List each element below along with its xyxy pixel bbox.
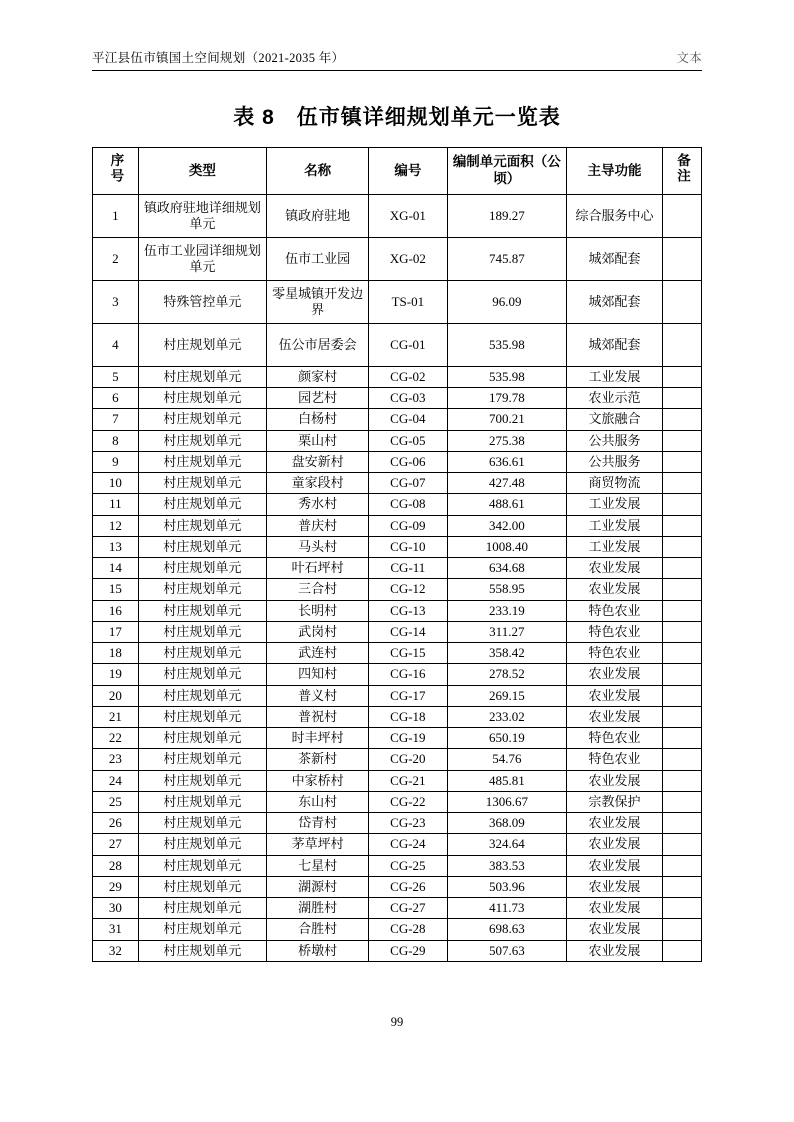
cell-area: 485.81	[447, 770, 567, 791]
cell-function: 城郊配套	[567, 280, 663, 323]
table-row	[93, 536, 702, 557]
cell-function: 农业发展	[567, 813, 663, 834]
table-row	[93, 451, 702, 472]
cell-type: 村庄规划单元	[138, 430, 266, 451]
table-row	[93, 834, 702, 855]
cell-type: 特殊管控单元	[138, 280, 266, 323]
cell-function: 宗教保护	[567, 791, 663, 812]
cell-function: 农业发展	[567, 685, 663, 706]
cell-name: 中家桥村	[266, 770, 368, 791]
cell-note	[662, 706, 701, 727]
cell-code: CG-07	[369, 473, 447, 494]
cell-function: 工业发展	[567, 536, 663, 557]
cell-code: CG-23	[369, 813, 447, 834]
page-title: 表 8 伍市镇详细规划单元一览表	[233, 106, 561, 129]
cell-type: 村庄规划单元	[138, 919, 266, 940]
cell-seq: 12	[93, 515, 139, 536]
cell-area: 233.19	[447, 600, 567, 621]
column-header-function: 主导功能	[567, 148, 663, 195]
cell-note	[662, 621, 701, 642]
cell-code: CG-21	[369, 770, 447, 791]
page-header	[92, 48, 702, 71]
cell-note	[662, 366, 701, 387]
cell-function: 公共服务	[567, 451, 663, 472]
cell-seq: 20	[93, 685, 139, 706]
table-row	[93, 473, 702, 494]
cell-function: 商贸物流	[567, 473, 663, 494]
cell-seq: 14	[93, 558, 139, 579]
table-row	[93, 579, 702, 600]
cell-note	[662, 876, 701, 897]
cell-seq: 31	[93, 919, 139, 940]
cell-note	[662, 430, 701, 451]
cell-note	[662, 473, 701, 494]
cell-area: 700.21	[447, 409, 567, 430]
cell-area: 427.48	[447, 473, 567, 494]
cell-code: CG-15	[369, 643, 447, 664]
column-header-seq-label: 序号	[108, 153, 124, 184]
column-header-note	[662, 148, 701, 195]
cell-area: 275.38	[447, 430, 567, 451]
cell-function: 特色农业	[567, 600, 663, 621]
cell-area: 503.96	[447, 876, 567, 897]
cell-type: 村庄规划单元	[138, 366, 266, 387]
cell-seq: 6	[93, 388, 139, 409]
cell-type: 村庄规划单元	[138, 536, 266, 557]
cell-seq: 3	[93, 280, 139, 323]
table-row	[93, 664, 702, 685]
cell-area: 269.15	[447, 685, 567, 706]
cell-code: CG-28	[369, 919, 447, 940]
cell-seq: 18	[93, 643, 139, 664]
cell-name: 秀水村	[266, 494, 368, 515]
cell-type: 村庄规划单元	[138, 579, 266, 600]
cell-note	[662, 451, 701, 472]
cell-seq: 25	[93, 791, 139, 812]
cell-code: CG-26	[369, 876, 447, 897]
cell-function: 城郊配套	[567, 323, 663, 366]
table-header-row	[93, 148, 702, 195]
cell-code: CG-24	[369, 834, 447, 855]
cell-seq: 16	[93, 600, 139, 621]
column-header-note-label: 备注	[674, 153, 690, 184]
cell-function: 农业发展	[567, 579, 663, 600]
column-header-name: 名称	[266, 148, 368, 195]
table-row	[93, 813, 702, 834]
table-row	[93, 728, 702, 749]
cell-name: 湖源村	[266, 876, 368, 897]
cell-seq: 23	[93, 749, 139, 770]
cell-name: 湖胜村	[266, 898, 368, 919]
cell-type: 村庄规划单元	[138, 706, 266, 727]
table-row	[93, 237, 702, 280]
cell-name: 茶新村	[266, 749, 368, 770]
cell-code: CG-13	[369, 600, 447, 621]
cell-code: CG-09	[369, 515, 447, 536]
cell-code: CG-27	[369, 898, 447, 919]
cell-seq: 7	[93, 409, 139, 430]
cell-name: 零星城镇开发边界	[266, 280, 368, 323]
cell-type: 村庄规划单元	[138, 791, 266, 812]
cell-function: 农业发展	[567, 855, 663, 876]
cell-type: 村庄规划单元	[138, 473, 266, 494]
cell-code: CG-20	[369, 749, 447, 770]
cell-code: CG-02	[369, 366, 447, 387]
cell-type: 村庄规划单元	[138, 515, 266, 536]
table-row	[93, 855, 702, 876]
cell-type: 村庄规划单元	[138, 834, 266, 855]
cell-function: 特色农业	[567, 749, 663, 770]
table-row	[93, 409, 702, 430]
cell-code: CG-14	[369, 621, 447, 642]
cell-note	[662, 813, 701, 834]
cell-note	[662, 834, 701, 855]
cell-area: 342.00	[447, 515, 567, 536]
table-row	[93, 643, 702, 664]
table-row	[93, 685, 702, 706]
cell-area: 358.42	[447, 643, 567, 664]
cell-type: 村庄规划单元	[138, 643, 266, 664]
table-row	[93, 388, 702, 409]
cell-name: 武连村	[266, 643, 368, 664]
cell-seq: 32	[93, 940, 139, 961]
table-body	[93, 194, 702, 961]
cell-note	[662, 515, 701, 536]
cell-function: 工业发展	[567, 515, 663, 536]
planning-unit-table	[92, 147, 702, 962]
cell-note	[662, 536, 701, 557]
table-row	[93, 898, 702, 919]
cell-note	[662, 388, 701, 409]
table-row	[93, 323, 702, 366]
cell-seq: 5	[93, 366, 139, 387]
cell-function: 农业发展	[567, 876, 663, 897]
cell-seq: 22	[93, 728, 139, 749]
cell-area: 278.52	[447, 664, 567, 685]
cell-area: 324.64	[447, 834, 567, 855]
cell-seq: 10	[93, 473, 139, 494]
cell-seq: 15	[93, 579, 139, 600]
cell-code: CG-10	[369, 536, 447, 557]
cell-note	[662, 409, 701, 430]
cell-note	[662, 194, 701, 237]
cell-name: 园艺村	[266, 388, 368, 409]
table-row	[93, 494, 702, 515]
cell-code: CG-22	[369, 791, 447, 812]
cell-name: 时丰坪村	[266, 728, 368, 749]
cell-type: 村庄规划单元	[138, 749, 266, 770]
cell-function: 农业发展	[567, 664, 663, 685]
cell-type: 村庄规划单元	[138, 855, 266, 876]
cell-function: 农业发展	[567, 558, 663, 579]
cell-code: CG-16	[369, 664, 447, 685]
table-row	[93, 770, 702, 791]
cell-code: XG-02	[369, 237, 447, 280]
cell-name: 伍市工业园	[266, 237, 368, 280]
cell-function: 文旅融合	[567, 409, 663, 430]
cell-type: 村庄规划单元	[138, 664, 266, 685]
cell-name: 叶石坪村	[266, 558, 368, 579]
cell-seq: 21	[93, 706, 139, 727]
cell-code: CG-19	[369, 728, 447, 749]
cell-area: 488.61	[447, 494, 567, 515]
cell-type: 镇政府驻地详细规划单元	[138, 194, 266, 237]
cell-seq: 9	[93, 451, 139, 472]
cell-code: CG-06	[369, 451, 447, 472]
table-row	[93, 876, 702, 897]
cell-function: 农业发展	[567, 919, 663, 940]
cell-note	[662, 749, 701, 770]
cell-name: 普义村	[266, 685, 368, 706]
cell-note	[662, 494, 701, 515]
cell-function: 农业示范	[567, 388, 663, 409]
cell-note	[662, 323, 701, 366]
cell-note	[662, 579, 701, 600]
cell-note	[662, 664, 701, 685]
cell-function: 特色农业	[567, 621, 663, 642]
table-row	[93, 791, 702, 812]
cell-code: CG-05	[369, 430, 447, 451]
cell-type: 村庄规划单元	[138, 728, 266, 749]
cell-seq: 24	[93, 770, 139, 791]
cell-area: 535.98	[447, 366, 567, 387]
cell-name: 童家段村	[266, 473, 368, 494]
cell-code: CG-04	[369, 409, 447, 430]
cell-seq: 29	[93, 876, 139, 897]
cell-note	[662, 558, 701, 579]
cell-name: 普祝村	[266, 706, 368, 727]
cell-name: 伍公市居委会	[266, 323, 368, 366]
cell-function: 农业发展	[567, 834, 663, 855]
cell-seq: 4	[93, 323, 139, 366]
column-header-code: 编号	[369, 148, 447, 195]
cell-name: 七星村	[266, 855, 368, 876]
cell-name: 武岗村	[266, 621, 368, 642]
table-row	[93, 919, 702, 940]
header-document-title: 平江县伍市镇国土空间规划（2021-2035 年）	[92, 51, 345, 65]
cell-function: 农业发展	[567, 940, 663, 961]
cell-note	[662, 237, 701, 280]
table-row	[93, 558, 702, 579]
cell-area: 650.19	[447, 728, 567, 749]
cell-name: 白杨村	[266, 409, 368, 430]
cell-type: 村庄规划单元	[138, 558, 266, 579]
cell-code: XG-01	[369, 194, 447, 237]
cell-name: 马头村	[266, 536, 368, 557]
cell-note	[662, 770, 701, 791]
cell-function: 城郊配套	[567, 237, 663, 280]
cell-area: 636.61	[447, 451, 567, 472]
cell-code: CG-18	[369, 706, 447, 727]
cell-note	[662, 940, 701, 961]
cell-code: CG-08	[369, 494, 447, 515]
cell-area: 634.68	[447, 558, 567, 579]
cell-type: 村庄规划单元	[138, 876, 266, 897]
cell-code: CG-25	[369, 855, 447, 876]
cell-area: 383.53	[447, 855, 567, 876]
cell-area: 54.76	[447, 749, 567, 770]
cell-area: 96.09	[447, 280, 567, 323]
cell-name: 长明村	[266, 600, 368, 621]
cell-area: 745.87	[447, 237, 567, 280]
cell-function: 综合服务中心	[567, 194, 663, 237]
cell-type: 村庄规划单元	[138, 685, 266, 706]
cell-area: 233.02	[447, 706, 567, 727]
cell-type: 村庄规划单元	[138, 898, 266, 919]
cell-name: 东山村	[266, 791, 368, 812]
cell-name: 普庆村	[266, 515, 368, 536]
cell-code: CG-01	[369, 323, 447, 366]
cell-code: CG-03	[369, 388, 447, 409]
cell-name: 三合村	[266, 579, 368, 600]
cell-seq: 27	[93, 834, 139, 855]
cell-name: 颜家村	[266, 366, 368, 387]
cell-seq: 1	[93, 194, 139, 237]
cell-area: 1008.40	[447, 536, 567, 557]
cell-area: 411.73	[447, 898, 567, 919]
cell-code: TS-01	[369, 280, 447, 323]
cell-area: 311.27	[447, 621, 567, 642]
cell-area: 535.98	[447, 323, 567, 366]
cell-seq: 8	[93, 430, 139, 451]
cell-seq: 17	[93, 621, 139, 642]
cell-name: 盘安新村	[266, 451, 368, 472]
cell-note	[662, 685, 701, 706]
cell-type: 伍市工业园详细规划单元	[138, 237, 266, 280]
table-row	[93, 515, 702, 536]
cell-area: 368.09	[447, 813, 567, 834]
table-row	[93, 366, 702, 387]
cell-name: 岱青村	[266, 813, 368, 834]
cell-area: 558.95	[447, 579, 567, 600]
cell-name: 栗山村	[266, 430, 368, 451]
cell-code: CG-29	[369, 940, 447, 961]
cell-name: 镇政府驻地	[266, 194, 368, 237]
column-header-seq	[93, 148, 139, 195]
cell-note	[662, 791, 701, 812]
cell-area: 1306.67	[447, 791, 567, 812]
cell-note	[662, 643, 701, 664]
page-number: 99	[390, 1015, 404, 1029]
table-row	[93, 706, 702, 727]
cell-function: 农业发展	[567, 770, 663, 791]
table-row	[93, 280, 702, 323]
table-row	[93, 940, 702, 961]
cell-note	[662, 919, 701, 940]
cell-type: 村庄规划单元	[138, 813, 266, 834]
cell-function: 工业发展	[567, 366, 663, 387]
cell-area: 179.78	[447, 388, 567, 409]
cell-function: 特色农业	[567, 728, 663, 749]
cell-function: 农业发展	[567, 706, 663, 727]
cell-note	[662, 600, 701, 621]
column-header-area: 编制单元面积（公顷）	[447, 148, 567, 195]
cell-type: 村庄规划单元	[138, 451, 266, 472]
cell-area: 507.63	[447, 940, 567, 961]
cell-type: 村庄规划单元	[138, 600, 266, 621]
cell-seq: 13	[93, 536, 139, 557]
cell-type: 村庄规划单元	[138, 388, 266, 409]
cell-type: 村庄规划单元	[138, 770, 266, 791]
cell-seq: 28	[93, 855, 139, 876]
cell-function: 公共服务	[567, 430, 663, 451]
cell-type: 村庄规划单元	[138, 409, 266, 430]
table-row	[93, 194, 702, 237]
cell-seq: 11	[93, 494, 139, 515]
cell-code: CG-11	[369, 558, 447, 579]
cell-note	[662, 855, 701, 876]
table-row	[93, 600, 702, 621]
cell-note	[662, 728, 701, 749]
cell-seq: 30	[93, 898, 139, 919]
cell-name: 桥墩村	[266, 940, 368, 961]
column-header-type: 类型	[138, 148, 266, 195]
cell-note	[662, 898, 701, 919]
cell-name: 合胜村	[266, 919, 368, 940]
cell-name: 四知村	[266, 664, 368, 685]
cell-type: 村庄规划单元	[138, 494, 266, 515]
cell-function: 特色农业	[567, 643, 663, 664]
cell-area: 698.63	[447, 919, 567, 940]
cell-name: 茅草坪村	[266, 834, 368, 855]
cell-type: 村庄规划单元	[138, 323, 266, 366]
cell-code: CG-12	[369, 579, 447, 600]
cell-type: 村庄规划单元	[138, 940, 266, 961]
cell-seq: 2	[93, 237, 139, 280]
header-section-label: 文本	[676, 51, 702, 65]
cell-type: 村庄规划单元	[138, 621, 266, 642]
cell-seq: 19	[93, 664, 139, 685]
cell-area: 189.27	[447, 194, 567, 237]
cell-seq: 26	[93, 813, 139, 834]
table-row	[93, 749, 702, 770]
cell-function: 农业发展	[567, 898, 663, 919]
table-row	[93, 621, 702, 642]
table-row	[93, 430, 702, 451]
cell-function: 工业发展	[567, 494, 663, 515]
cell-note	[662, 280, 701, 323]
cell-code: CG-17	[369, 685, 447, 706]
